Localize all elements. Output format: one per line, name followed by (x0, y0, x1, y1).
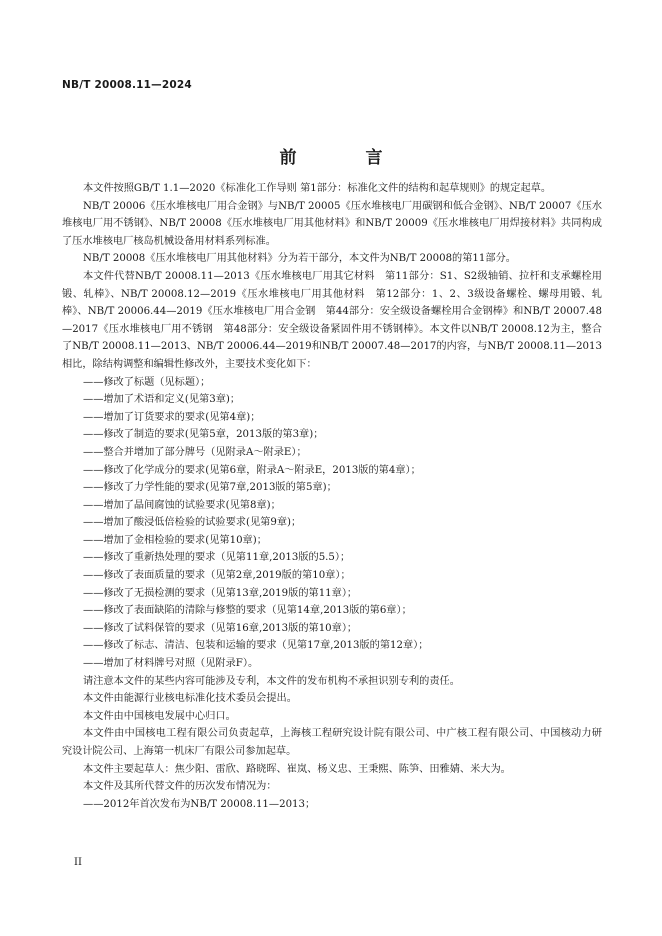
paragraph-drafters: 本文件主要起草人：焦少阳、雷欣、路晓晖、崔岚、杨义忠、王秉熙、陈笋、田雅婧、米大为。 (83, 763, 511, 775)
document-id-header: NB/T 20008.11—2024 (62, 79, 192, 91)
change-item: ——修改了表面缺陷的清除与修整的要求（见第14章,2013版的第6章）； (83, 605, 412, 617)
change-item: ——修改了重新热处理的要求（见第11章,2013版的5.5）； (83, 552, 351, 564)
change-item: ——修改了试料保管的要求（见第16章,2013版的第10章）； (83, 622, 358, 634)
change-item: ——修改了化学成分的要求(见第6章，附录A～附录E，2013版的第4章）； (83, 464, 421, 476)
paragraph-part: NB/T 20008《压水堆核电厂用其他材料》分为若干部分，本文件为NB/T 20008的第11部分。 (83, 253, 516, 265)
paragraph-drafting-rules: 本文件按照GB/T 1.1—2020《标准化工作导则 第1部分：标准化文件的结构和起草规则》的规定起草。 (83, 183, 552, 194)
change-item: ——增加了术语和定义(见第3章)； (83, 394, 241, 406)
history-item: ——2012年首次发布为NB/T 20008.11—2013； (83, 798, 316, 810)
paragraph-proposed-by: 本文件由能源行业核电标准化技术委员会提出。 (83, 693, 297, 705)
paragraph-patent-notice: 请注意本文件的某些内容可能涉及专利，本文件的发布机构不承担识别专利的责任。 (83, 675, 460, 687)
foreword-body (62, 180, 602, 813)
paragraph-series: NB/T 20006《压水堆核电厂用合金钢》与NB/T 20005《压水堆核电厂用碳钢和低合金钢》、NB/T 20007《压水堆核电厂用不锈钢》、NB/T 20008《压水堆核电厂用其他材料》和NB/T 20009《压水堆核电厂用焊接材料》共同构成了压水堆核电厂核岛机械设备用材料系列标准。 (62, 200, 602, 247)
change-item: ——修改了力学性能的要求(见第7章,2013版的第5章)； (83, 482, 337, 494)
paragraph-history-intro: 本文件及其所代替文件的历次发布情况为： (83, 781, 277, 793)
page-title: 前 言 (279, 148, 409, 168)
change-item: ——修改了表面质量的要求（见第2章,2019版的第10章）； (83, 570, 351, 582)
change-item: ——增加了酸浸低倍检验的试验要求(见第9章)； (83, 517, 302, 529)
change-item: ——整合并增加了部分牌号（见附录A～附录E）； (83, 446, 307, 458)
change-item: ——增加了订货要求的要求(见第4章)； (83, 411, 261, 423)
paragraph-drafting-units: 本文件由中国核电工程有限公司负责起草，上海核工程研究设计院有限公司、中广核工程有限公司、中国核动力研究设计院公司、上海第一机床厂有限公司参加起草。 (62, 728, 602, 757)
change-item: ——增加了晶间腐蚀的试验要求(见第8章)； (83, 499, 281, 511)
change-item: ——修改了无损检测的要求（见第13章,2019版的第11章）； (83, 587, 358, 599)
paragraph-replaces: 本文件代替NB/T 20008.11—2013《压水堆核电厂用其它材料 第11部分：S1、S2级轴销、拉杆和支承螺栓用锻、轧棒》、NB/T 20008.12—2019《压水堆核电厂用其他材料 第12部分：1、2、3级设备螺栓、螺母用锻、轧棒》、NB/T 20006.44—2019《压水堆核电厂用合金钢 第44部分：安全级设备螺栓用合金钢棒》和NB/T 20007.48—2017《压水堆核电厂用不锈钢 第48部分：安全级设备紧固件用不锈钢棒》。本文件以NB/T 20008.12为主，整合了NB/T 20008.11—2013、NB/T 20006.44—2019和NB/T 20007.48—2017的内容，与NB/T 20008.11—2013相比，除结构调整和编辑性修改外，主要技术变化如下： (62, 270, 602, 370)
change-item: ——修改了制造的要求(见第5章，2013版的第3章)； (83, 429, 324, 441)
paragraph-managed-by: 本文件由中国核电发展中心归口。 (83, 710, 236, 722)
change-item: ——增加了材料牌号对照（见附录F）。 (83, 658, 259, 670)
change-item: ——增加了金相检验的要求(见第10章)； (83, 534, 267, 546)
change-item: ——修改了标志、清洁、包装和运输的要求（见第17章,2013版的第12章）； (83, 640, 429, 652)
change-item: ——修改了标题（见标题）； (83, 376, 211, 388)
page-number: II (74, 857, 82, 868)
